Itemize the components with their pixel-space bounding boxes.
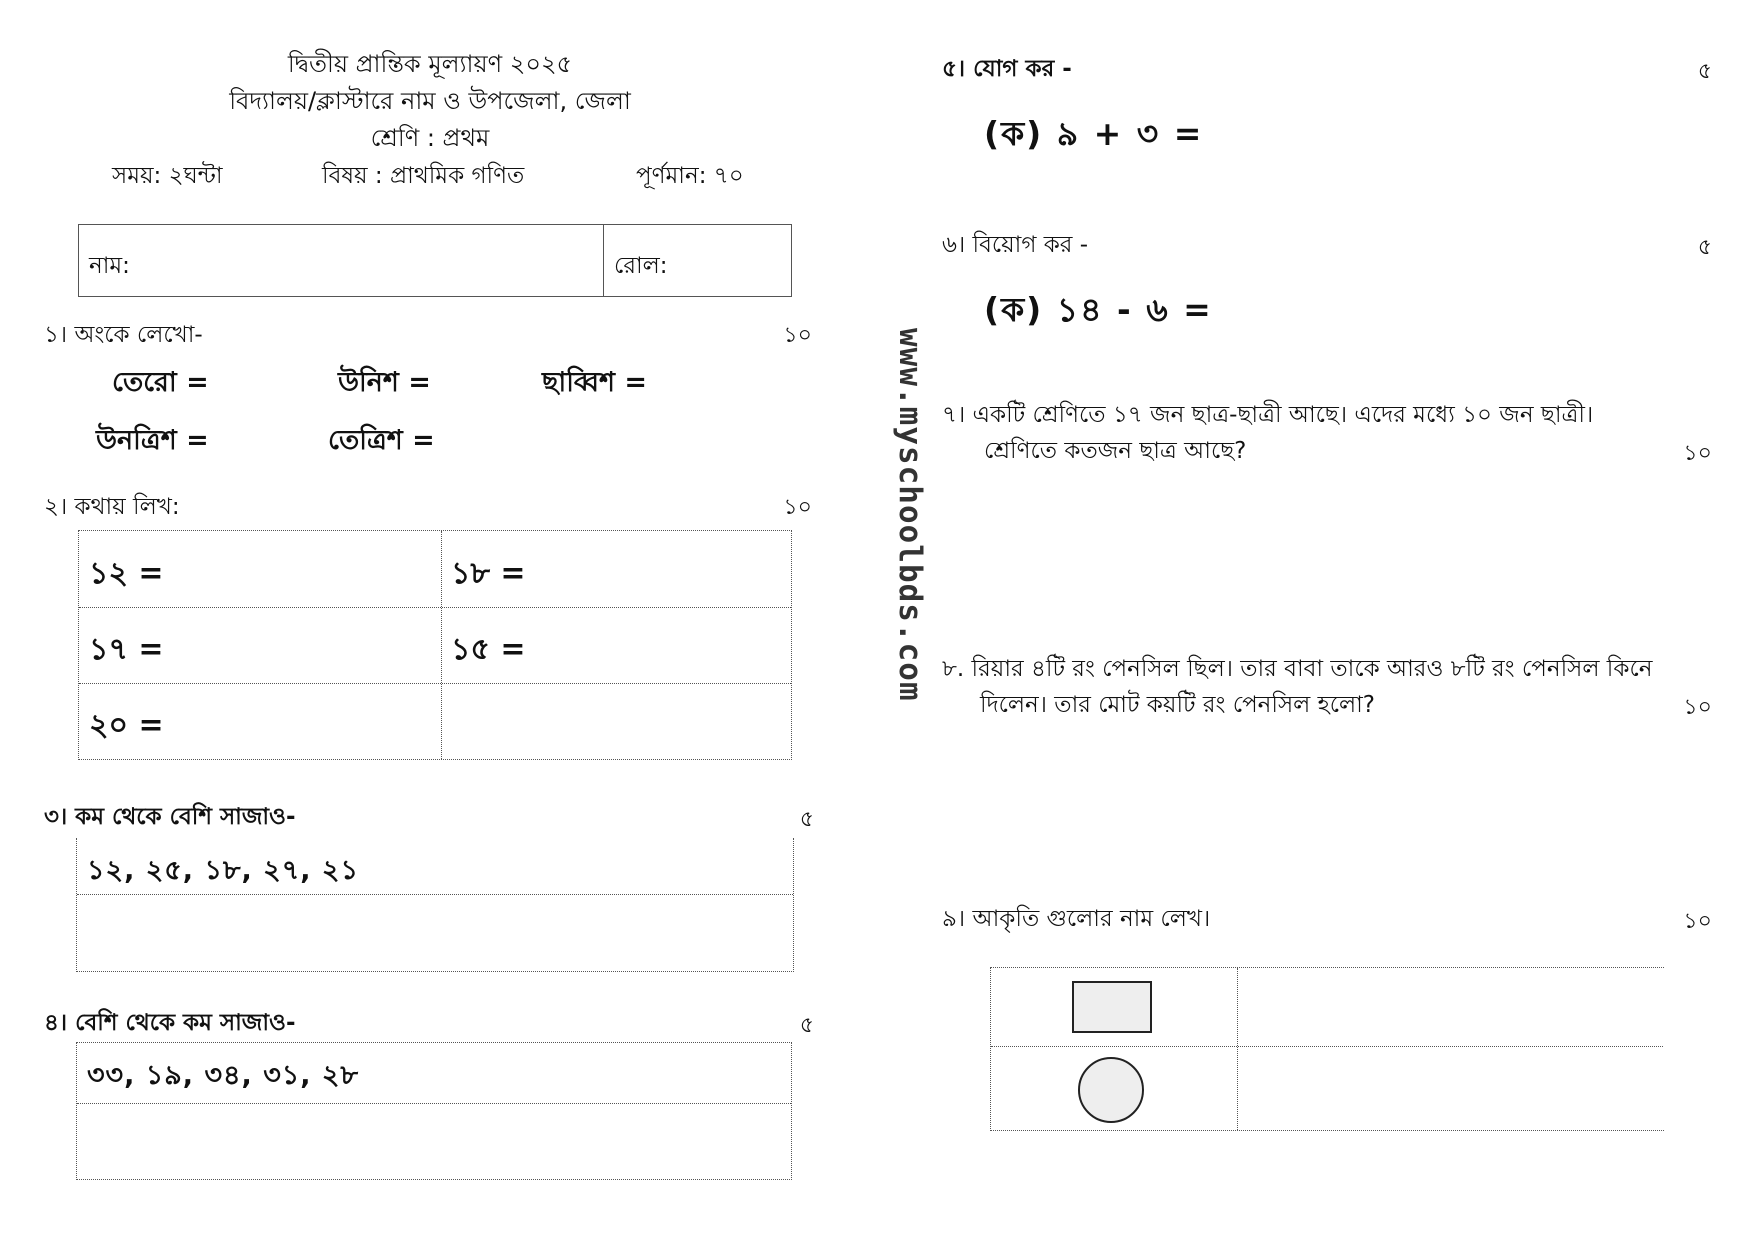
exam-subject: বিষয় : প্রাথমিক গণিত — [322, 163, 525, 189]
q3-answer-area[interactable] — [77, 895, 793, 971]
q6-marks: ৫ — [1697, 235, 1712, 260]
q2-table — [78, 530, 792, 760]
q1-word-1: তেরো = — [112, 367, 209, 398]
class-line: শ্রেণি : প্রথম — [370, 124, 490, 152]
q8-line-2: দিলেন। তার মোট কয়টি রং পেনসিল হলো? — [980, 692, 1375, 718]
q2-title: ২। কথায় লিখ: — [44, 494, 180, 520]
q8-marks: ১০ — [1683, 695, 1712, 720]
q7-marks: ১০ — [1683, 441, 1712, 466]
q3-numbers: ১২, ২৫, ১৮, ২৭, ২১ — [87, 855, 360, 886]
roll-field[interactable] — [604, 225, 791, 296]
q9-title: ৯। আকৃতি গুলোর নাম লেখ। — [942, 906, 1211, 932]
q1-marks: ১০ — [783, 323, 812, 348]
circle-icon — [1075, 1054, 1147, 1126]
exam-time: সময়: ২ঘন্টা — [112, 163, 223, 189]
q4-numbers: ৩৩, ১৯, ৩৪, ৩১, ২৮ — [87, 1060, 360, 1091]
q1-word-5: তেত্রিশ = — [328, 425, 435, 456]
q9-answer-2[interactable] — [1239, 1047, 1663, 1129]
rectangle-icon — [1071, 980, 1155, 1036]
q5-expression: (ক) ৯ + ৩ = — [984, 114, 1204, 153]
q4-title: ৪। বেশি থেকে কম সাজাও- — [44, 1010, 296, 1036]
q7-line-1: ৭। একটি শ্রেণিতে ১৭ জন ছাত্র-ছাত্রী আছে। এদের মধ্যে ১০ জন ছাত্রী। — [942, 402, 1594, 428]
q4-answer-box — [76, 1042, 792, 1180]
watermark-url: www.myschoolbds.com — [892, 328, 928, 702]
q2-cell-1[interactable]: ১২ = — [89, 556, 164, 591]
q2-cell-3[interactable]: ১৭ = — [89, 632, 164, 667]
q4-marks: ৫ — [799, 1013, 814, 1038]
q5-marks: ৫ — [1697, 59, 1712, 84]
q9-marks: ১০ — [1683, 909, 1712, 934]
school-line: বিদ্যালয়/ক্লাস্টারে নাম ও উপজেলা, জেলা — [229, 87, 631, 115]
q8-line-1: ৮. রিয়ার ৪টি রং পেনসিল ছিল। তার বাবা তাকে আরও ৮টি রং পেনসিল কিনে — [942, 656, 1653, 682]
q1-title: ১। অংকে লেখো- — [44, 322, 203, 348]
q5-title: ৫। যোগ কর - — [942, 56, 1072, 82]
q1-word-3: ছাব্বিশ = — [542, 367, 648, 398]
q1-word-2: উনিশ = — [338, 367, 431, 398]
q2-cell-2[interactable]: ১৮ = — [451, 556, 526, 591]
exam-title: দ্বিতীয় প্রান্তিক মূল্যায়ণ ২০২৫ — [287, 50, 573, 78]
q2-cell-5[interactable]: ২০ = — [89, 708, 164, 743]
full-marks: পূর্ণমান: ৭০ — [636, 163, 744, 189]
q2-marks: ১০ — [783, 495, 812, 520]
name-label: নাম: — [89, 253, 130, 279]
q7-line-2: শ্রেণিতে কতজন ছাত্র আছে? — [984, 438, 1247, 464]
name-field[interactable] — [79, 225, 604, 296]
student-info-box — [78, 224, 792, 297]
q1-word-4: উনত্রিশ = — [96, 425, 209, 456]
q3-answer-box — [76, 838, 794, 972]
q4-answer-area[interactable] — [77, 1104, 791, 1179]
q3-title: ৩। কম থেকে বেশি সাজাও- — [44, 804, 296, 830]
roll-label: রোল: — [614, 253, 668, 279]
q6-expression: (ক) ১৪ - ৬ = — [984, 290, 1213, 329]
q3-marks: ৫ — [799, 807, 814, 832]
q9-answer-1[interactable] — [1239, 968, 1663, 1045]
q6-title: ৬। বিয়োগ কর - — [942, 232, 1089, 258]
q2-cell-4[interactable]: ১৫ = — [451, 632, 526, 667]
q9-shape-table — [990, 967, 1664, 1131]
